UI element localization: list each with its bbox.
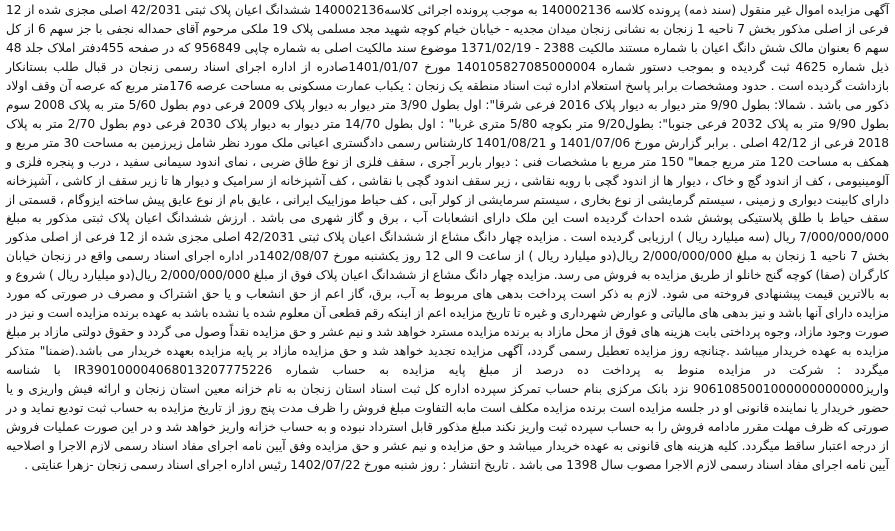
notice-text: آگهی مزایده اموال غیر منقول (سند ذمه) پرونده کلاسه 140002136 به موجب پرونده اجرائی کلاسه140002136 ششدانگ اعیان پلاک ثبتی 42/2031 اصلی مجزی شده از 12 فرعی از اصلی مذکور بخش 7 ناحیه 1 زنجان به نشانی زنجان میدان مجدیه - خیابان خیام کوچه شهید مجد مسلمی پلاک 19 ملکی مرحوم آقای حمداله نجفی با جز سهم 6 از کل سهم 6 بعنوان مالک شش دانگ اعیان با شماره مستند مالکیت 2388 - 1371/02/19 موضوع سند مالکیت اصلی به شماره چاپی 956849 که در صفحه 455دفتر املاک جلد 48 ذیل شماره 4625 ثبت گردیده و بموجب دستور شماره 140105827085000004 مورخ 1401/01/07صادره از اداره اجرای اسناد رسمی زنجان در قبال طلب بستانکار بازداشت گردیده است . حدود ومشخصات برابر پاسخ استعلام اداره ثبت اسناد منطقه یک زنجان : یکباب عمارت مسکونی به مساحت عرصه 176متر مربع که عرصه آن وقف اولاد ذکور می باشد . شمالا: بطول 9/90 متر دیوار به دیوار پلاک 2016 فرعی شرقا": اول بطول 3/90 متر دیوار به دیوار پلاک 2009 فرعی دوم بطول 5/60 متر به پلاک 2008 سوم بطول 9/90 متر به پلاک 2032 فرعی جنوبا": بطول9/20 متر بکوچه 5/80 متری غربا" : اول بطول 14/70 متر دیوار به دیوار پلاک 2030 فرعی دوم بطول 2/70 متر به پلاک 2018 فرعی از 42/12 اصلی . برابر گزارش مورخ 1401/07/06 و 1401/08/21 کارشناس رسمی دادگستری اعیانی ملک مورد نظر شامل زیرزمین به مساحت 30 متر مربع و همکف به مساحت 120 متر مربع جمعا" 150 متر مربع با مشخصات فنی : دیوار باربر آجری ، سقف فلزی از نوع طاق ضربی ، نمای اندود سیمانی سفید ، درب و پنجره فلزی و آلومینیومی ، کف از اندود گچ و خاک ، دیوار ها از اندود گچی با رویه نقاشی ، زیر سقف اندود گچی با نقاشی ، کف آشپزخانه از سرامیک و دیوار ها تا زیر سقف از کاشی ، آشپزخانه دارای کابینت دیواری و زمینی ، سیستم گرمایشی از نوع بخاری ، سیستم سرمایشی از کولر آبی ، کف حیاط موزاییک ایرانی ، عایق بام از نوع عایق پیش ساخته ایزوگام ، قسمتی از سقف حیاط با طلق پلاستیکی پوشش شده احداث گردیده است این ملک دارای انشعابات آب ، برق و گاز شهری می باشد . ارزش ششدانگ اعیان پلاک ثبتی مذکور به مبلغ 7/000/000/000 ریال (سه میلیارد ریال ) ارزیابی گردیده است . مزایده چهار دانگ مشاع از ششدانگ اعیان پلاک ثبتی 42/2031 اصلی مجزی شده از 12 فرعی از اصلی مذکور بخش 7 ناحیه 1 زنجان به مبلغ 2/000/000/000 ریال(دو میلیارد ریال ) از ساعت 9 الی 12 روز یکشنبه مورخ 1402/08/07در اداره اجرای اسناد رسمی واقع در زنجان خیابان کارگران (صفا) کوچه گنج خانلو از طریق مزایده به فروش می رسد. مزایده چهار دانگ مشاع از ششدانگ اعیان پلاک فوق از مبلغ 2/000/000/000 ریال(دو میلیارد ریال ) شروع و به بالاترین قیمت پیشنهادی فروخته می شود. لازم به ذکر است پرداخت بدهی های مربوط به آب، برق، گاز اعم از حق انشعاب و یا حق اشتراک و مصرف در صورتی که مورد مزایده دارای آنها باشد و نیز بدهی های مالیاتی و عوارض شهرداری و غیره تا تاریخ مزایده اعم از اینکه رقم قطعی آن معلوم شده یا نشده باشد به عهده برنده مزایده است و نیز در صورت وجود مازاد، وجوه پرداختی بابت هزینه های فوق از محل مازاد به برنده مزایده مسترد خواهد شد و نیم عشر و حق مزایده نقداً وصول می گردد و حقوق دولتی مازاد بر مبلغ مزایده به عهده خریدار میباشد .چنانچه روز مزایده تعطیل رسمی گردد، آگهی مزایده تجدید خواهد شد و حق مزایده مازاد بر پایه مزایده بعهده خریدار می باشد.(ضمنا" متذکر میگردد : شرکت در مزایده منوط به پرداخت ده درصد از مبلغ پایه مزایده به حساب شماره IR390100004068013207775226 با شناسه واریز9061085001000000000000 نزد بانک مرکزی بنام حساب تمرکز سپرده اداره کل ثبت اسناد استان زنجان به نام خزانه معین استان زنجان و ارائه فیش واریزی و یا حضور خریدار یا نماینده قانونی او در جلسه مزایده است برنده مزایده مکلف است مابه التفاوت مبلغ فروش را ظرف مدت پنج روز از تاریخ مزایده به حساب ثبت تودیع نماید و در صورتی که ظرف مهلت مقرر مادامه فروش را به حساب سپرده ثبت واریز نکند مبلغ مذکور قابل استرداد نبوده و به حساب خزانه واریز خواهد شد و در این صورت عملیات فروش از درجه اعتبار ساقط میگردد. کلیه هزینه های قانونی به عهده خریدار میباشد و حق مزایده و نیم عشر و حق مزایده وفق آیین نامه اجرای مفاد اسناد رسمی لازم الاجرا و اصلاحیه آیین نامه اجرای مفاد اسناد رسمی لازم الاجرا مصوب سال 1398 می باشد . تاریخ انتشار : روز شنبه مورخ 1402/07/22 رئیس اداره اجرای اسناد رسمی زنجان -زهرا عنایتی . bbox=[6, 3, 890, 472]
auction-notice-body bbox=[6, 1, 889, 475]
